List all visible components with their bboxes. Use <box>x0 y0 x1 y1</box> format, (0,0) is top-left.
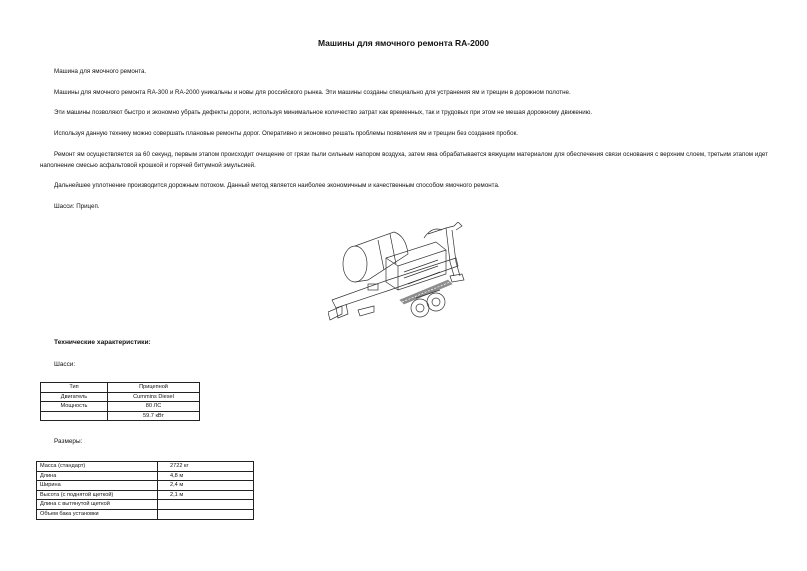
chassis-spec-table <box>40 382 200 421</box>
paragraph-compaction: Дальнейшее уплотнение производится дорожным потоком. Данный метод является наиболее экономичным и качественным способом ямочного ремонта. <box>54 182 500 189</box>
paragraph-process: Ремонт ям осуществляется за 60 секунд, первым этапом происходит очищение от грязи пыли сильным напором воздуха, затем яма обрабатывается вяжущим материалом для обеспечения связи основания с верхним слоем, третьим этапом идет наполнение смесью асфальтовой крошкой и горячей битумной эмульсией. <box>40 151 768 169</box>
paragraph-benefits: Эти машины позволяют быстро и экономно убрать дефекты дороги, используя минимальное количество затрат как временных, так и трудовых при этом не мешая дорожному движению. <box>54 109 593 116</box>
trailer-frame <box>332 258 458 308</box>
dimensions-table <box>36 461 254 520</box>
wheel-rear <box>427 293 445 311</box>
table-row <box>41 383 200 393</box>
spec-value: Прицепной <box>108 383 200 393</box>
spec-key: Мощность <box>41 402 108 412</box>
tank-band <box>378 240 384 270</box>
dimension-value <box>158 500 254 510</box>
dimension-key: Длина с вытянутой щеткой <box>37 500 158 510</box>
dimension-key: Ширина <box>37 481 158 491</box>
chassis-label: Шасси: <box>54 361 76 368</box>
tank-end <box>343 246 367 282</box>
dimension-value: 4,8 м <box>158 471 254 481</box>
paragraph-overview: Машины для ямочного ремонта RA-300 и RA-2000 уникальны и новы для российского рынка. Эти машины созданы специально для устранения ям и трещин в дорожном полотне. <box>54 89 571 96</box>
spec-key: Двигатель <box>41 392 108 402</box>
dimension-value <box>158 509 254 519</box>
dimension-key: Длина <box>37 471 158 481</box>
table-row <box>37 509 254 519</box>
spec-value: 59.7 кВт <box>108 411 200 421</box>
spec-value: Cummins Diesel <box>108 392 200 402</box>
table-row <box>41 402 200 412</box>
table-row <box>37 490 254 500</box>
table-row <box>41 411 200 421</box>
dimension-key: Высота (с поднятой щеткой) <box>37 490 158 500</box>
dimensions-label: Размеры: <box>54 438 83 445</box>
dimension-key: Масса (стандарт) <box>37 462 158 472</box>
table-row <box>37 462 254 472</box>
paragraph-chassis: Шасси: Прицеп. <box>54 203 100 210</box>
spec-value: 80 ЛС <box>108 402 200 412</box>
document-title: Машины для ямочного ремонта RA-2000 <box>317 38 490 48</box>
paragraph-usage: Используя данную технику можно совершать плановые ремонты дорог. Оперативно и экономно решать проблемы появления ям и трещин без создания пробок. <box>54 130 519 137</box>
boom-arm <box>428 222 462 234</box>
dimension-value: 2,4 м <box>158 481 254 491</box>
dimension-value: 2,1 м <box>158 490 254 500</box>
table-row <box>37 500 254 510</box>
dimension-value: 2722 кг <box>158 462 254 472</box>
spec-key <box>41 411 108 421</box>
paragraph-intro: Машина для ямочного ремонта. <box>54 68 147 75</box>
wheel-front <box>411 299 429 317</box>
machine-drawing <box>328 222 470 330</box>
spec-key: Тип <box>41 383 108 393</box>
specs-heading: Технические характеристики: <box>54 339 151 346</box>
table-row <box>37 471 254 481</box>
table-row <box>41 392 200 402</box>
table-row <box>37 481 254 491</box>
dimension-key: Объем бака установки <box>37 509 158 519</box>
